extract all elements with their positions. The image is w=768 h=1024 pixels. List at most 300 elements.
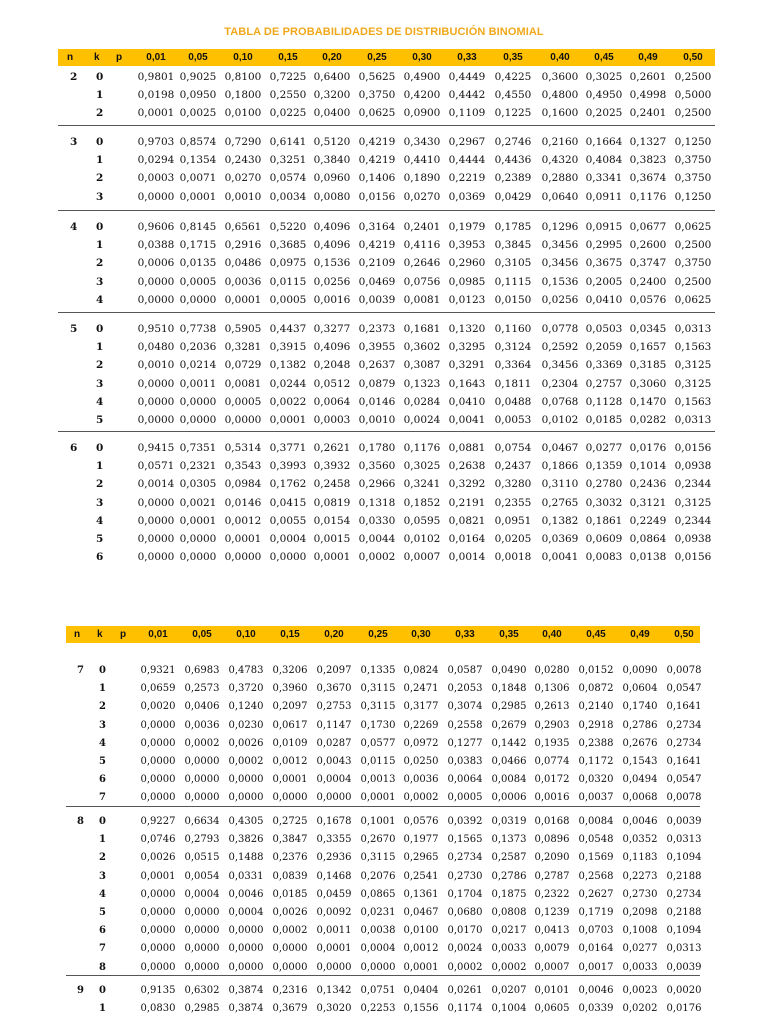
probability-cell: 0,2880 [541,172,579,185]
probability-cell: 0,0079 [534,943,570,955]
probability-cell: 0,1239 [534,907,570,918]
probability-cell: 0,2550 [269,89,307,102]
row-k-value: 1 [99,683,106,695]
table-row [0,322,768,339]
probability-cell: 0,2304 [541,377,579,390]
probability-cell: 0,0864 [629,533,667,545]
probability-cell: 0,0515 [184,852,220,864]
probability-cell: 0,0466 [491,756,527,767]
probability-cell: 0,0768 [541,395,579,408]
header-p-value: 0,35 [499,629,519,640]
probability-cell: 0,3847 [272,834,308,846]
probability-cell: 0,2188 [666,907,702,918]
probability-cell: 0,5314 [224,442,262,454]
probability-cell: 0,0729 [224,359,262,372]
probability-cell: 0,3960 [272,683,308,695]
probability-cell: 0,9415 [137,442,175,454]
probability-cell: 0,0975 [269,257,307,270]
probability-cell: 0,9703 [137,136,175,148]
probability-cell: 0,2025 [585,107,623,120]
probability-cell: 0,1488 [228,852,264,864]
probability-cell: 0,0000 [179,414,217,426]
probability-cell: 0,0000 [137,414,175,426]
probability-cell: 0,0000 [137,395,175,408]
probability-cell: 0,0369 [541,533,579,545]
header-p-value: 0,40 [550,52,570,63]
probability-cell: 0,2344 [674,478,712,491]
page-title: TABLA DE PROBABILIDADES DE DISTRIBUCIÓN BINOMIAL [224,26,544,38]
probability-cell: 0,3025 [585,71,623,83]
probability-cell: 0,0001 [140,870,176,882]
probability-cell: 0,2558 [447,719,483,731]
probability-cell: 0,0115 [269,275,307,288]
probability-cell: 0,3164 [358,221,396,233]
probability-cell: 0,0034 [269,190,307,203]
probability-cell: 0,2646 [403,257,441,270]
probability-cell: 0,1565 [447,834,483,846]
probability-cell: 0,0352 [622,834,658,846]
probability-cell: 0,3177 [403,701,439,713]
probability-cell: 0,0984 [224,478,262,491]
row-k-value: 4 [99,888,106,900]
probability-cell: 0,0751 [360,985,396,996]
probability-cell: 0,0595 [403,514,441,527]
probability-cell: 0,2430 [224,154,262,167]
probability-cell: 0,2995 [585,239,623,252]
probability-cell: 0,0000 [228,961,264,973]
probability-cell: 0,1094 [666,925,702,937]
probability-cell: 0,3206 [272,665,308,676]
probability-cell: 0,2053 [447,683,483,695]
probability-cell: 0,0002 [491,961,527,973]
probability-cell: 0,0000 [140,925,176,937]
probability-cell: 0,0001 [316,943,352,955]
probability-cell: 0,8145 [179,221,217,233]
probability-cell: 0,0270 [224,172,262,185]
probability-cell: 0,0036 [184,719,220,731]
probability-cell: 0,2676 [622,737,658,749]
header-p-value: 0,49 [638,52,658,63]
probability-cell: 0,1277 [447,737,483,749]
probability-cell: 0,2401 [403,221,441,233]
probability-cell: 0,1342 [316,985,352,996]
probability-cell: 0,0000 [184,756,220,767]
probability-cell: 0,0270 [403,190,441,203]
probability-cell: 0,2500 [674,275,712,288]
probability-cell: 0,0000 [184,961,220,973]
probability-cell: 0,4225 [494,71,532,83]
probability-cell: 0,0010 [137,359,175,372]
probability-cell: 0,3060 [629,377,667,390]
probability-cell: 0,0138 [629,551,667,564]
probability-cell: 0,1852 [403,496,441,509]
table-row [0,70,768,87]
table-row [0,340,768,357]
probability-cell: 0,3355 [316,834,352,846]
probability-cell: 0,2965 [403,852,439,864]
probability-cell: 0,0576 [629,293,667,306]
probability-cell: 0,0123 [448,293,486,306]
table-row [0,682,768,699]
table-header-row [66,626,700,643]
probability-cell: 0,0459 [316,888,352,900]
probability-cell: 0,0001 [403,961,439,973]
probability-cell: 0,0001 [269,414,307,426]
probability-cell: 0,0000 [228,792,264,804]
probability-cell: 0,1001 [360,816,396,827]
probability-cell: 0,1359 [585,460,623,473]
probability-cell: 0,0004 [228,907,264,918]
row-n-value: 4 [70,221,78,233]
probability-cell: 0,3747 [629,257,667,270]
probability-cell: 0,3125 [674,377,712,390]
probability-cell: 0,2500 [674,71,712,83]
header-p-value: 0,50 [683,52,703,63]
probability-cell: 0,0415 [269,496,307,509]
header-p-value: 0,40 [542,629,562,640]
probability-cell: 0,1250 [674,190,712,203]
probability-cell: 0,1600 [541,107,579,120]
probability-cell: 0,0001 [137,107,175,120]
probability-cell: 0,4219 [358,239,396,252]
probability-cell: 0,0055 [269,514,307,527]
probability-cell: 0,0001 [360,792,396,804]
probability-cell: 0,0819 [313,496,351,509]
probability-cell: 0,3750 [674,172,712,185]
probability-cell: 0,2621 [313,442,351,454]
probability-cell: 0,2746 [494,136,532,148]
probability-cell: 0,0176 [666,1003,702,1015]
probability-cell: 0,0033 [622,961,658,973]
probability-cell: 0,0011 [179,377,217,390]
row-k-value: 6 [96,551,104,564]
header-p-value: 0,35 [503,52,523,63]
probability-cell: 0,0202 [622,1003,658,1015]
probability-cell: 0,1563 [674,341,712,354]
probability-cell: 0,0494 [622,774,658,786]
probability-cell: 0,0404 [403,985,439,996]
probability-cell: 0,1172 [578,756,614,767]
probability-cell: 0,0985 [448,275,486,288]
probability-cell: 0,0012 [403,943,439,955]
probability-cell: 0,0090 [622,665,658,676]
probability-cell: 0,1762 [269,478,307,491]
table-row [0,737,768,754]
probability-cell: 0,2786 [622,719,658,731]
probability-cell: 0,2936 [316,852,352,864]
probability-cell: 0,3251 [269,154,307,167]
probability-cell: 0,0150 [494,293,532,306]
probability-cell: 0,0410 [448,395,486,408]
row-k-value: 3 [99,719,106,731]
probability-cell: 0,0000 [179,293,217,306]
probability-cell: 0,0156 [674,442,712,454]
table-row [0,700,768,717]
probability-cell: 0,1225 [494,107,532,120]
probability-cell: 0,2097 [272,701,308,713]
probability-cell: 0,3125 [674,359,712,372]
probability-cell: 0,4305 [228,816,264,827]
probability-cell: 0,0001 [224,293,262,306]
probability-cell: 0,1240 [228,701,264,713]
probability-cell: 0,0576 [403,816,439,827]
probability-cell: 0,3115 [360,701,396,713]
table-row [0,942,768,959]
probability-cell: 0,0170 [447,925,483,937]
probability-cell: 0,0950 [179,89,217,102]
probability-cell: 0,1327 [629,136,667,148]
probability-cell: 0,1563 [674,395,712,408]
table-row [0,459,768,476]
probability-cell: 0,0168 [534,816,570,827]
header-p-value: 0,25 [367,52,387,63]
probability-cell: 0,0261 [447,985,483,996]
probability-cell: 0,2500 [674,107,712,120]
probability-cell: 0,2757 [585,377,623,390]
probability-cell: 0,0000 [184,943,220,955]
probability-cell: 0,2753 [316,701,352,713]
probability-cell: 0,0217 [491,925,527,937]
probability-cell: 0,2373 [358,323,396,335]
probability-cell: 0,0000 [360,961,396,973]
probability-cell: 0,0388 [137,239,175,252]
probability-cell: 0,4783 [228,665,264,676]
probability-cell: 0,2613 [534,701,570,713]
group-separator [58,125,715,126]
table-row [0,755,768,772]
probability-cell: 0,0938 [674,533,712,545]
probability-cell: 0,2097 [316,665,352,676]
row-k-value: 1 [96,341,104,354]
probability-cell: 0,0001 [313,551,351,564]
probability-cell: 0,1861 [585,514,623,527]
probability-cell: 0,2059 [585,341,623,354]
probability-cell: 0,3600 [541,71,579,83]
probability-cell: 0,2637 [358,359,396,372]
probability-cell: 0,1174 [447,1003,483,1015]
table-row [0,664,768,681]
probability-cell: 0,4437 [269,323,307,335]
probability-cell: 0,0512 [313,377,351,390]
probability-cell: 0,0081 [403,293,441,306]
probability-cell: 0,1536 [541,275,579,288]
probability-cell: 0,4998 [629,89,667,102]
row-k-value: 5 [96,414,104,426]
probability-cell: 0,1780 [358,442,396,454]
probability-cell: 0,0000 [179,533,217,545]
probability-cell: 0,3675 [585,257,623,270]
header-p-value: 0,50 [674,629,694,640]
probability-cell: 0,0824 [403,665,439,676]
probability-cell: 0,2269 [403,719,439,731]
probability-cell: 0,0043 [316,756,352,767]
probability-cell: 0,3823 [629,154,667,167]
probability-cell: 0,0604 [622,683,658,695]
probability-cell: 0,0044 [358,533,396,545]
probability-cell: 0,0002 [403,792,439,804]
probability-cell: 0,6561 [224,221,262,233]
probability-cell: 0,0865 [360,888,396,900]
probability-cell: 0,0152 [578,665,614,676]
table-row [0,441,768,458]
probability-cell: 0,2985 [491,701,527,713]
row-n-value: 3 [70,136,78,148]
table-row [0,238,768,255]
probability-cell: 0,0000 [140,943,176,955]
probability-cell: 0,0881 [448,442,486,454]
probability-cell: 0,0101 [534,985,570,996]
probability-cell: 0,0282 [629,414,667,426]
row-k-value: 3 [96,190,104,203]
probability-cell: 0,0185 [272,888,308,900]
probability-cell: 0,9025 [179,71,217,83]
probability-cell: 0,7225 [269,71,307,83]
probability-cell: 0,0000 [137,293,175,306]
probability-cell: 0,0277 [585,442,623,454]
probability-cell: 0,0207 [491,985,527,996]
table-row [0,377,768,394]
probability-cell: 0,1848 [491,683,527,695]
probability-cell: 0,0041 [541,551,579,564]
header-p-value: 0,45 [586,629,606,640]
probability-cell: 0,0000 [228,943,264,955]
probability-cell: 0,1373 [491,834,527,846]
table-row [0,815,768,832]
row-k-value: 5 [99,756,106,767]
probability-cell: 0,0002 [228,756,264,767]
probability-cell: 0,0154 [313,514,351,527]
probability-cell: 0,0410 [585,293,623,306]
probability-cell: 0,0547 [666,774,702,786]
probability-cell: 0,0754 [494,442,532,454]
probability-cell: 0,0004 [184,888,220,900]
probability-cell: 0,0017 [578,961,614,973]
probability-cell: 0,0313 [674,414,712,426]
probability-cell: 0,0037 [578,792,614,804]
probability-cell: 0,2592 [541,341,579,354]
probability-cell: 0,0313 [666,943,702,955]
probability-cell: 0,0000 [137,514,175,527]
probability-cell: 0,0164 [578,943,614,955]
probability-cell: 0,0879 [358,377,396,390]
header-p-value: 0,01 [146,52,166,63]
probability-cell: 0,0839 [272,870,308,882]
header-p-value: 0,33 [455,629,475,640]
probability-cell: 0,1979 [448,221,486,233]
table-row [0,153,768,170]
table-row [0,293,768,310]
probability-cell: 0,7738 [179,323,217,335]
probability-cell: 0,0571 [137,460,175,473]
probability-cell: 0,4410 [403,154,441,167]
probability-cell: 0,0036 [224,275,262,288]
probability-cell: 0,6983 [184,665,220,676]
probability-cell: 0,0330 [358,514,396,527]
probability-cell: 0,1160 [494,323,532,335]
probability-cell: 0,0896 [534,834,570,846]
probability-cell: 0,4950 [585,89,623,102]
probability-cell: 0,0313 [674,323,712,335]
probability-cell: 0,1811 [494,377,532,390]
probability-cell: 0,0039 [666,961,702,973]
probability-cell: 0,3993 [269,460,307,473]
probability-cell: 0,0287 [316,737,352,749]
group-separator [66,975,700,976]
probability-cell: 0,2960 [448,257,486,270]
header-n: n [74,629,81,640]
probability-cell: 0,1250 [674,136,712,148]
probability-cell: 0,9510 [137,323,175,335]
probability-cell: 0,1556 [403,1003,439,1015]
probability-cell: 0,1715 [179,239,217,252]
probability-cell: 0,0005 [269,293,307,306]
probability-cell: 0,0488 [494,395,532,408]
row-k-value: 1 [96,154,104,167]
probability-cell: 0,3032 [585,496,623,509]
probability-cell: 0,3364 [494,359,532,372]
probability-cell: 0,0000 [140,719,176,731]
probability-cell: 0,1719 [578,907,614,918]
probability-cell: 0,1681 [403,323,441,335]
probability-cell: 0,1730 [360,719,396,731]
probability-cell: 0,3826 [228,834,264,846]
probability-cell: 0,0102 [403,533,441,545]
probability-cell: 0,1875 [491,888,527,900]
probability-cell: 0,2249 [629,514,667,527]
probability-cell: 0,2471 [403,683,439,695]
probability-cell: 0,3281 [224,341,262,354]
probability-cell: 0,0547 [666,683,702,695]
probability-cell: 0,0002 [184,737,220,749]
probability-cell: 0,6141 [269,136,307,148]
probability-cell: 0,0064 [313,395,351,408]
header-p-value: 0,15 [280,629,300,640]
probability-cell: 0,0577 [360,737,396,749]
probability-cell: 0,1318 [358,496,396,509]
probability-cell: 0,1008 [622,925,658,937]
table-row [0,773,768,790]
probability-cell: 0,3679 [272,1003,308,1015]
header-p-value: 0,20 [322,52,342,63]
header-p-value: 0,15 [278,52,298,63]
probability-cell: 0,1800 [224,89,262,102]
probability-cell: 0,3292 [448,478,486,491]
probability-cell: 0,0392 [447,816,483,827]
row-k-value: 5 [99,907,106,918]
row-k-value: 0 [96,221,104,233]
probability-cell: 0,1176 [403,442,441,454]
probability-cell: 0,2670 [360,834,396,846]
probability-cell: 0,0972 [403,737,439,749]
probability-cell: 0,0000 [137,533,175,545]
probability-cell: 0,3560 [358,460,396,473]
row-k-value: 4 [96,514,104,527]
probability-cell: 0,0014 [137,478,175,491]
probability-cell: 0,0012 [224,514,262,527]
probability-cell: 0,5000 [674,89,712,102]
table-row [0,833,768,850]
probability-cell: 0,0092 [316,907,352,918]
probability-cell: 0,3341 [585,172,623,185]
probability-cell: 0,0400 [313,107,351,120]
probability-cell: 0,4096 [313,239,351,252]
probability-cell: 0,0038 [360,925,396,937]
row-k-value: 0 [96,442,104,454]
group-separator [58,312,715,313]
probability-cell: 0,0000 [228,925,264,937]
probability-cell: 0,0198 [137,89,175,102]
probability-cell: 0,3291 [448,359,486,372]
